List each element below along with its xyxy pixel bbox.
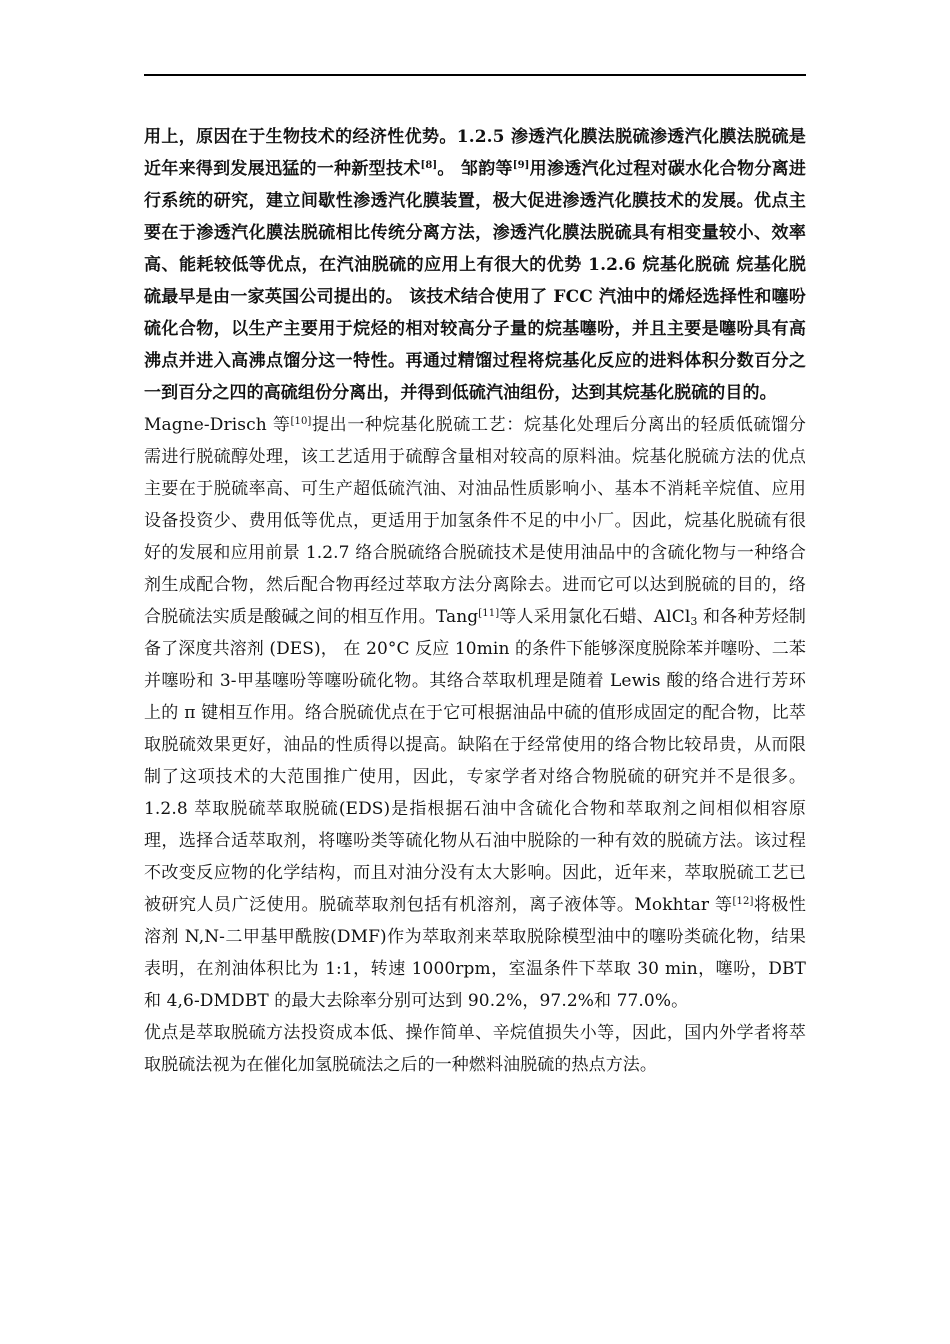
citation-ref: [9] [512,160,530,171]
text-run: 优点是萃取脱硫方法投资成本低、操作简单、辛烷值损失小等，因此，国内外学者将萃取脱硫法视为在催化加氢脱硫法之后的一种燃料油脱硫的热点方法。 [144,1023,806,1075]
paragraph [144,1017,806,1081]
citation-ref: [12] [732,896,754,907]
subscript: 3 [690,615,698,628]
citation-ref: [11] [478,608,500,619]
paragraph [144,409,806,1017]
text-run: 用渗透汽化过程对碳水化合物分离进行系统的研究，建立间歇性渗透汽化膜装置，极大促进渗透汽化膜技术的发展。优点主要在于渗透汽化膜法脱硫相比传统分离方法，渗透汽化膜法脱硫具有相变量较小、效率高、能耗较低等优点，在汽油脱硫的应用上有很大的优势 1.2.6 烷基化脱硫 烷基化脱硫最早是由一家英国公司提出的。 该技术结合使用了 FCC 汽油中的烯烃选择性和噻吩硫化合物，以生产主要用于烷烃的相对较高分子量的烷基噻吩，并且主要是噻吩具有高沸点并进入高沸点馏分这一特性。再通过精馏过程将烷基化反应的进料体积分数百分之一到百分之四的高硫组份分离出，并得到低硫汽油组份，达到其烷基化脱硫的目的。 [144,159,807,403]
header-rule [144,74,806,76]
citation-ref: [10] [290,416,312,427]
paragraph [144,121,806,409]
text-run: 提出一种烷基化脱硫工艺：烷基化处理后分离出的轻质低硫馏分需进行脱硫醇处理，该工艺适用于硫醇含量相对较高的原料油。烷基化脱硫方法的优点主要在于脱硫率高、可生产超低硫汽油、对油品性质影响小、基本不消耗辛烷值、应用设备投资少、费用低等优点，更适用于加氢条件不足的中小厂。因此，烷基化脱硫有很好的发展和应用前景 1.2.7 络合脱硫络合脱硫技术是使用油品中的含硫化物与一种络合剂生成配合物，然后配合物再经过萃取方法分离除去。进而它可以达到脱硫的目的，络合脱硫法实质是酸碱之间的相互作用。Tang [144,415,806,627]
document-body [144,121,806,1081]
text-run: 等人采用氯化石蜡、AlCl [499,607,691,627]
text-run: 用上，原因在于生物技术的经济性优势。1.2.5 渗透汽化膜法脱硫渗透汽化膜法脱硫是近年来得到发展迅猛的一种新型技术 [144,127,806,179]
citation-ref: [8] [420,160,438,171]
text-run: Magne-Drisch 等 [144,415,291,435]
text-run: 和各种芳烃制备了深度共溶剂 (DES)， 在 20°C 反应 10min 的条件下能够深度脱除苯并噻吩、二苯并噻吩和 3-甲基噻吩等噻吩硫化物。其络合萃取机理是随着 Lewis 酸的络合进行芳环上的 π 键相互作用。络合脱硫优点在于它可根据油品中硫的值形成固定的配合物，比萃取脱硫效果更好，油品的性质得以提高。缺陷在于经常使用的络合物比较昂贵，从而限制了这项技术的大范围推广使用，因此，专家学者对络合物脱硫的研究并不是很多。1.2.8 萃取脱硫萃取脱硫(EDS)是指根据石油中含硫化合物和萃取剂之间相似相容原理，选择合适萃取剂，将噻吩类等硫化物从石油中脱除的一种有效的脱硫方法。该过程不改变反应物的化学结构，而且对油分没有太大影响。因此，近年来，萃取脱硫工艺已被研究人员广泛使用。脱硫萃取剂包括有机溶剂，离子液体等。Mokhtar 等 [144,607,806,915]
text-run: 将极性溶剂 N,N-二甲基甲酰胺(DMF)作为萃取剂来萃取脱除模型油中的噻吩类硫化物，结果表明，在剂油体积比为 1:1，转速 1000rpm，室温条件下萃取 30 min，噻吩，DBT 和 4,6-DMDBT 的最大去除率分别可达到 90.2%，97.2%和 77.0%。 [144,895,806,1011]
text-run: 。 邹韵等 [437,159,513,179]
